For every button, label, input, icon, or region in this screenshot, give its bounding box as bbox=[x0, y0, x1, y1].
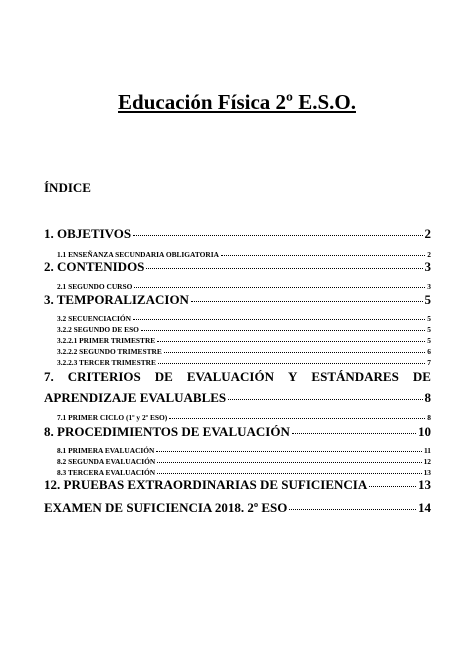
toc-entry-temporalizacion[interactable] bbox=[44, 292, 431, 308]
toc-word: ESTÁNDARES bbox=[311, 369, 399, 384]
dot-leader bbox=[134, 286, 425, 288]
toc-entry-page: 11 bbox=[424, 446, 431, 455]
dot-leader bbox=[133, 234, 422, 236]
dot-leader bbox=[164, 351, 426, 353]
toc-entry-page: 13 bbox=[418, 477, 431, 492]
toc-entry-page: 3 bbox=[427, 282, 431, 291]
toc-entry-tercer-trimestre[interactable] bbox=[57, 358, 431, 367]
toc-entry-label: 1.1 ENSEÑANZA SECUNDARIA OBLIGATORIA bbox=[57, 250, 219, 259]
toc-entry-segundo-curso[interactable] bbox=[57, 282, 431, 291]
dot-leader bbox=[228, 398, 422, 400]
document-title: Educación Física 2º E.S.O. bbox=[118, 90, 356, 114]
toc-entry-page: 6 bbox=[427, 347, 431, 356]
toc-entry-page: 3 bbox=[424, 259, 431, 274]
dot-leader bbox=[157, 472, 422, 474]
toc-entry-page: 2 bbox=[424, 226, 431, 241]
toc-entry-label: 3.2.2 SEGUNDO DE ESO bbox=[57, 325, 139, 334]
toc-entry-pruebas-extraordinarias[interactable] bbox=[44, 477, 431, 493]
toc-entry-page: 5 bbox=[427, 336, 431, 345]
toc-entry-page: 12 bbox=[423, 457, 431, 466]
toc-entry-page: 5 bbox=[427, 325, 431, 334]
toc-entry-label: 2.1 SEGUNDO CURSO bbox=[57, 282, 133, 291]
toc-entry-procedimientos[interactable] bbox=[44, 424, 431, 440]
dot-leader bbox=[157, 340, 425, 342]
toc-entry-label: APRENDIZAJE EVALUABLES bbox=[44, 390, 227, 405]
toc-entry-label: 3.2.2.2 SEGUNDO TRIMESTRE bbox=[57, 347, 162, 356]
toc-entry-label: 8.3 TERCERA EVALUACIÓN bbox=[57, 468, 156, 477]
toc-entry-page: 13 bbox=[423, 468, 431, 477]
toc-word: DE bbox=[412, 369, 431, 384]
toc-entry-label: 3.2.2.3 TERCER TRIMESTRE bbox=[57, 358, 156, 367]
dot-leader bbox=[156, 450, 422, 452]
dot-leader bbox=[141, 329, 425, 331]
toc-entry-segunda-evaluacion[interactable] bbox=[57, 457, 431, 466]
toc-entry-label: 12. PRUEBAS EXTRAORDINARIAS DE SUFICIENCIA bbox=[44, 477, 368, 492]
toc-entry-contenidos[interactable] bbox=[44, 259, 431, 275]
toc-entry-label: 2. CONTENIDOS bbox=[44, 259, 145, 274]
toc-entry-label: 8.1 PRIMERA EVALUACIÓN bbox=[57, 446, 155, 455]
toc-entry-label: 7.1 PRIMER CICLO (1º y 2º ESO) bbox=[57, 413, 168, 422]
toc-word: EVALUACIÓN bbox=[186, 369, 274, 384]
toc-entry-page: 8 bbox=[424, 390, 431, 405]
dot-leader bbox=[191, 300, 423, 302]
toc-entry-label: 3. TEMPORALIZACION bbox=[44, 292, 189, 307]
toc-entry-label: EXAMEN DE SUFICIENCIA 2018. 2º ESO bbox=[44, 500, 288, 515]
toc-entry-criterios-line2[interactable] bbox=[44, 390, 431, 406]
toc-entry-page: 5 bbox=[427, 314, 431, 323]
toc-entry-examen-suficiencia[interactable] bbox=[44, 500, 431, 516]
toc-entry-page: 7 bbox=[427, 358, 431, 367]
toc-entry-primer-trimestre[interactable] bbox=[57, 336, 431, 345]
toc-entry-secuenciacion[interactable] bbox=[57, 314, 431, 323]
toc-entry-criterios-line1[interactable] bbox=[44, 369, 431, 385]
toc-entry-ensenanza-secundaria[interactable] bbox=[57, 250, 431, 259]
toc-word: DE bbox=[154, 369, 173, 384]
toc-entry-label: 3.2.2.1 PRIMER TRIMESTRE bbox=[57, 336, 156, 345]
toc-entry-segundo-trimestre[interactable] bbox=[57, 347, 431, 356]
dot-leader bbox=[369, 485, 416, 487]
toc-entry-primer-ciclo[interactable] bbox=[57, 413, 431, 422]
dot-leader bbox=[157, 461, 421, 463]
toc-entry-page: 14 bbox=[418, 500, 431, 515]
dot-leader bbox=[292, 432, 416, 434]
toc-entry-tercera-evaluacion[interactable] bbox=[57, 468, 431, 477]
toc-entry-objetivos[interactable] bbox=[44, 226, 431, 242]
toc-entry-label: 8.2 SEGUNDA EVALUACIÓN bbox=[57, 457, 156, 466]
toc-word: CRITERIOS bbox=[67, 369, 141, 384]
toc-entry-page: 8 bbox=[427, 413, 431, 422]
dot-leader bbox=[133, 318, 425, 320]
dot-leader bbox=[146, 267, 422, 269]
dot-leader bbox=[289, 508, 416, 510]
toc-word: Y bbox=[288, 369, 298, 384]
toc-entry-label: 3.2 SECUENCIACIÓN bbox=[57, 314, 131, 323]
toc-entry-label: 8. PROCEDIMIENTOS DE EVALUACIÓN bbox=[44, 424, 290, 439]
toc-entry-segundo-de-eso[interactable] bbox=[57, 325, 431, 334]
dot-leader bbox=[158, 362, 425, 364]
toc-word: 7. bbox=[44, 369, 54, 384]
toc-entry-page: 5 bbox=[424, 292, 431, 307]
toc-entry-label: 1. OBJETIVOS bbox=[44, 226, 132, 241]
index-heading: ÍNDICE bbox=[44, 180, 91, 195]
dot-leader bbox=[169, 417, 425, 419]
toc-entry-page: 10 bbox=[418, 424, 431, 439]
toc-entry-page: 2 bbox=[427, 250, 431, 259]
toc-entry-primera-evaluacion[interactable] bbox=[57, 446, 431, 455]
dot-leader bbox=[221, 254, 425, 256]
